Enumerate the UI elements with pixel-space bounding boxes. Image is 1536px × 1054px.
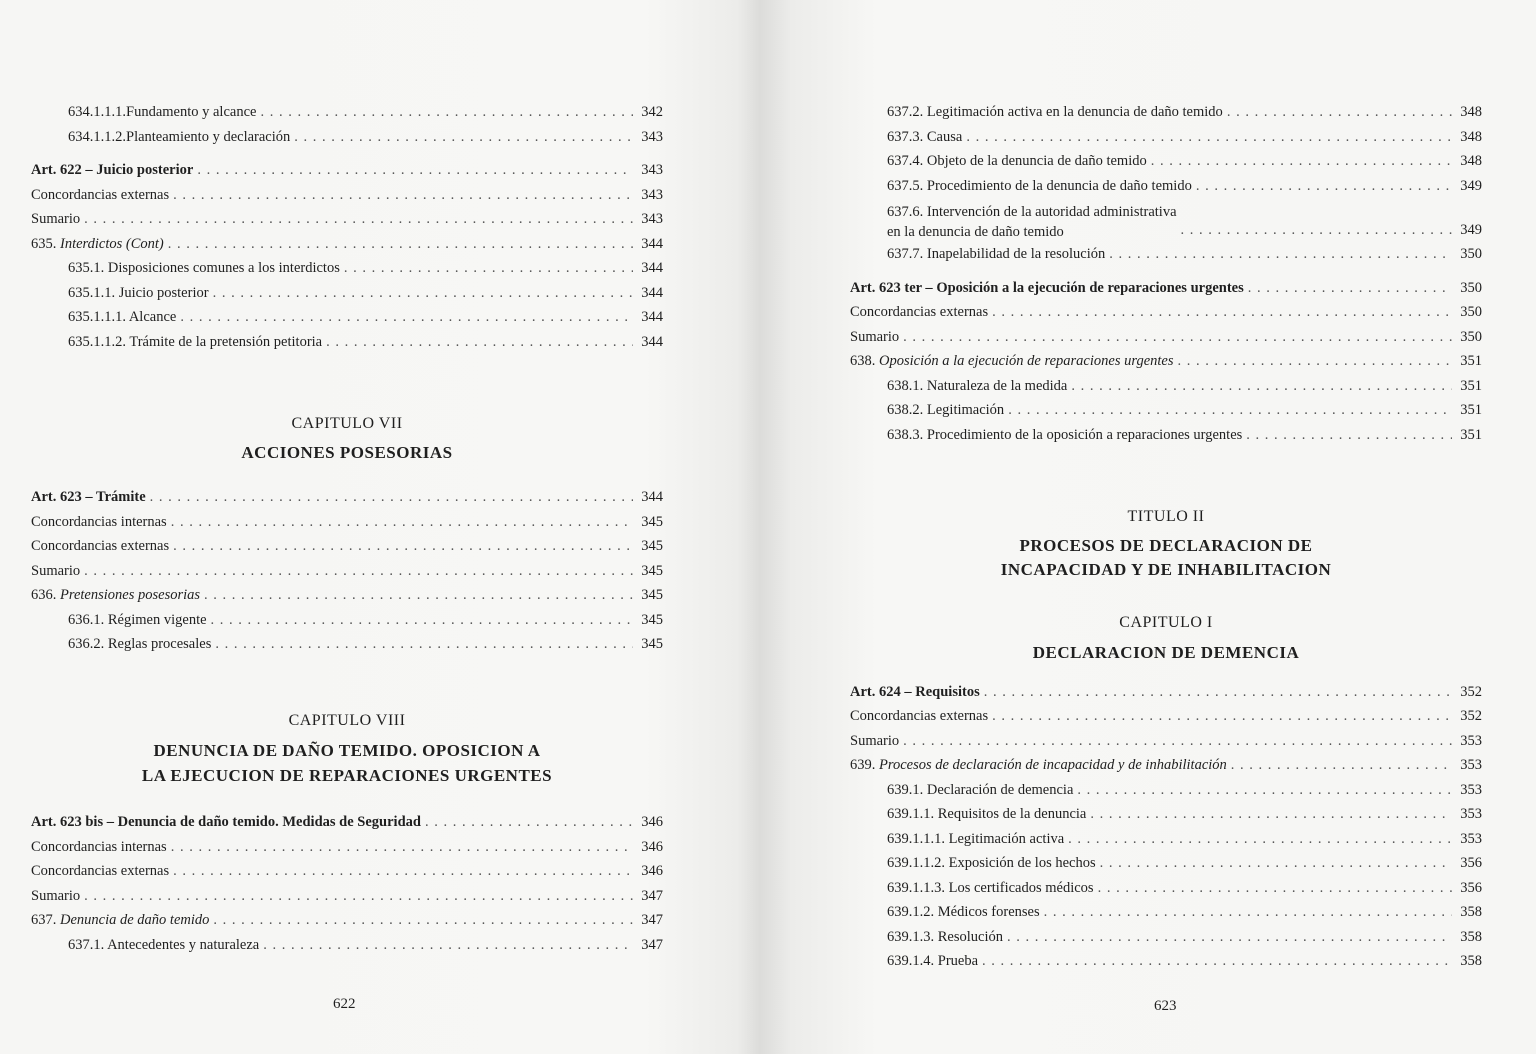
toc-entry-number: 635.1. — [68, 260, 108, 276]
toc-entry-title: Concordancias externas — [31, 538, 170, 554]
toc-entry — [31, 183, 663, 208]
page-number-left: 622 — [333, 996, 356, 1012]
dot-leader — [1100, 851, 1452, 876]
toc-entry-title: Sumario — [31, 887, 81, 904]
toc-entry-title: Concordancias internas — [31, 513, 167, 530]
toc-entry — [850, 925, 1482, 950]
toc-entry-page: 351 — [1460, 353, 1482, 369]
toc-entry-number: 637.3. — [887, 128, 927, 145]
toc-entry-page: 353 — [1460, 781, 1482, 798]
toc-entry-page: 345 — [641, 636, 663, 652]
toc-entry-number: 638.3. — [887, 426, 927, 443]
toc-entry — [850, 949, 1482, 974]
toc-entry-page: 344 — [641, 235, 663, 252]
toc-entry-number: 634.1.1.2. — [68, 128, 126, 145]
chapter-1-title: DECLARACION DE DEMENCIA — [1032, 643, 1300, 662]
chapter-7-label: CAPITULO VII — [291, 415, 403, 432]
toc-entry-title: Concordancias externas — [31, 186, 170, 203]
toc-entry — [850, 778, 1482, 803]
toc-entry — [850, 704, 1482, 729]
toc-entry-number: 639.1.1.1. — [887, 830, 949, 847]
dot-leader — [903, 729, 1452, 754]
right-block-1b — [850, 242, 1482, 267]
toc-entry-title: Concordancias externas — [850, 708, 989, 724]
toc-entry-number: 639.1.4. — [887, 953, 938, 969]
dot-leader — [1227, 100, 1452, 125]
dot-leader — [180, 305, 633, 330]
dot-leader — [173, 183, 633, 208]
dot-leader — [982, 949, 1452, 974]
toc-entry-page: 347 — [641, 887, 663, 904]
chapter-8-title-line2: LA EJECUCION DE REPARACIONES URGENTES — [141, 765, 553, 785]
toc-entry — [31, 125, 663, 150]
toc-entry-page: 344 — [641, 260, 663, 276]
toc-entry — [31, 330, 663, 355]
toc-entry-number: 635.1.1.2. — [68, 333, 130, 350]
chapter-7-title: ACCIONES POSESORIAS — [241, 442, 453, 462]
toc-entry — [850, 900, 1482, 925]
toc-entry-title: Juicio posterior — [118, 284, 209, 301]
toc-entry — [850, 125, 1482, 150]
toc-entry-page: 348 — [1460, 153, 1482, 169]
toc-entry-page: 356 — [1460, 879, 1482, 896]
toc-entry-page: 349 — [1460, 177, 1482, 194]
toc-entry-title: Causa — [926, 128, 963, 145]
toc-entry-title: Trámite — [95, 489, 146, 505]
dot-leader — [1007, 925, 1452, 950]
toc-entry-number: 639.1.1.2. — [887, 855, 949, 871]
toc-entry-title: Inapelabilidad de la resolución — [926, 246, 1106, 262]
toc-entry-number: 639.1. — [887, 781, 927, 798]
toc-entry-number: 639.1.2. — [887, 904, 938, 920]
dot-leader — [1044, 900, 1452, 925]
dot-leader — [1008, 398, 1452, 423]
dot-leader — [260, 100, 633, 125]
toc-entry-page: 344 — [641, 284, 663, 301]
toc-entry-number: 639.1.3. — [887, 928, 938, 945]
toc-entry-title: Declaración de demencia — [926, 781, 1074, 798]
toc-entry — [850, 325, 1482, 350]
toc-entry — [850, 827, 1482, 852]
toc-entry-number: 637.4. — [887, 153, 927, 169]
toc-entry-page: 358 — [1460, 953, 1482, 969]
toc-entry-title: Objeto de la denuncia de daño temido — [926, 153, 1147, 169]
toc-entry — [850, 276, 1482, 301]
dot-leader — [992, 704, 1452, 729]
toc-entry-title: Concordancias internas — [31, 838, 167, 855]
toc-entry — [850, 349, 1482, 374]
toc-entry-page: 350 — [1460, 304, 1482, 320]
dot-leader — [1109, 242, 1452, 267]
toc-entry — [31, 281, 663, 306]
toc-entry-page: 342 — [641, 104, 663, 120]
toc-entry-637-6-text2: en la denuncia de daño temido — [887, 224, 1064, 240]
toc-entry — [31, 207, 663, 232]
left-block-2 — [31, 158, 663, 354]
toc-entry-title: Procedimiento de la denuncia de daño temido — [926, 177, 1192, 194]
toc-entry — [850, 851, 1482, 876]
toc-entry-title: Prueba — [937, 953, 979, 969]
toc-entry-title: Legitimación — [926, 402, 1005, 418]
toc-entry — [31, 810, 663, 835]
toc-entry-page: 350 — [1460, 279, 1482, 296]
dot-leader — [294, 125, 633, 150]
toc-entry-number: 634.1.1.1. — [68, 104, 126, 120]
title-2-line2: INCAPACIDAD Y DE INHABILITACION — [1000, 560, 1332, 579]
toc-entry-title: Concordancias externas — [31, 863, 170, 879]
toc-entry-title: Denuncia de daño temido. Medidas de Seguridad — [117, 814, 421, 830]
toc-entry-title: Legitimación activa en la denuncia de daño temido — [926, 104, 1223, 120]
toc-entry-number: Art. 624 – — [850, 683, 916, 700]
toc-entry-page: 353 — [1460, 806, 1482, 822]
chapter-8-label: CAPITULO VIII — [288, 711, 406, 729]
toc-entry — [31, 534, 663, 559]
toc-entry — [31, 583, 663, 608]
toc-entry-page: 344 — [641, 489, 663, 505]
dot-leader — [173, 534, 633, 559]
toc-entry-page: 348 — [1460, 104, 1482, 120]
toc-entry — [850, 374, 1482, 399]
toc-entry — [850, 149, 1482, 174]
toc-entry-number: 637.7. — [887, 246, 927, 262]
right-block-3 — [850, 680, 1482, 974]
toc-entry-page: 352 — [1460, 708, 1482, 724]
toc-entry — [850, 680, 1482, 705]
toc-entry — [31, 158, 663, 183]
toc-entry-title: Concordancias externas — [850, 304, 989, 320]
toc-entry-number: 639.1.1.3. — [887, 879, 949, 896]
dot-leader — [84, 884, 633, 909]
toc-entry-title: Disposiciones comunes a los interdictos — [107, 260, 340, 276]
toc-entry-number: Art. 623 bis – — [31, 814, 118, 830]
toc-entry-title: Requisitos de la denuncia — [937, 806, 1087, 822]
toc-entry — [31, 100, 663, 125]
toc-entry-number: Art. 622 – — [31, 162, 97, 178]
toc-entry — [31, 510, 663, 535]
toc-entry-number: 635.1.1. — [68, 284, 119, 301]
toc-entry — [850, 802, 1482, 827]
toc-entry — [31, 908, 663, 933]
dot-leader — [1196, 174, 1452, 199]
dot-leader — [171, 835, 633, 860]
toc-entry — [850, 876, 1482, 901]
toc-entry-title: Régimen vigente — [107, 611, 207, 628]
toc-entry-number: 637.1. — [68, 936, 108, 953]
toc-entry-page: 343 — [641, 186, 663, 203]
toc-entry-page: 350 — [1460, 246, 1482, 262]
toc-entry-title: Trámite de la pretensión petitoria — [129, 333, 323, 350]
toc-entry-number: 638.2. — [887, 402, 927, 418]
title-2-line1: PROCESOS DE DECLARACION DE — [1019, 535, 1313, 555]
dot-leader — [984, 680, 1452, 705]
toc-entry-title: Naturaleza de la medida — [926, 377, 1068, 394]
toc-entry-number: 635. — [31, 235, 60, 252]
toc-entry-title: Oposición a la ejecución de reparaciones urgentes — [936, 279, 1244, 296]
toc-entry-page: 350 — [1460, 328, 1482, 345]
toc-entry-page: 344 — [641, 309, 663, 325]
dot-leader — [211, 608, 633, 633]
toc-entry-title: Antecedentes y naturaleza — [107, 936, 260, 953]
toc-entry-page: 345 — [641, 611, 663, 628]
toc-entry-number: 635.1.1.1. — [68, 309, 129, 325]
toc-entry-page: 358 — [1460, 928, 1482, 945]
toc-entry-number: 639. — [850, 757, 879, 773]
toc-entry-title: Oposición a la ejecución de reparaciones urgentes — [879, 353, 1174, 369]
toc-entry-page: 353 — [1460, 757, 1482, 773]
dot-leader — [1090, 802, 1452, 827]
toc-entry-title: Procesos de declaración de incapacidad y de inhabilitación — [879, 757, 1227, 773]
dot-leader — [173, 859, 633, 884]
toc-entry-number: Art. 623 – — [31, 489, 96, 505]
dot-leader — [1178, 349, 1453, 374]
toc-entry-page: 343 — [641, 211, 663, 227]
toc-entry — [31, 559, 663, 584]
toc-entry — [31, 305, 663, 330]
title-2-label: TITULO II — [1127, 508, 1205, 525]
dot-leader — [326, 330, 633, 355]
toc-entry — [31, 256, 663, 281]
page-number-right: 623 — [1154, 998, 1177, 1014]
chapter-1-label: CAPITULO I — [1119, 613, 1213, 631]
toc-entry — [850, 753, 1482, 778]
toc-entry — [31, 835, 663, 860]
dot-leader — [903, 325, 1452, 350]
dot-leader — [1071, 374, 1452, 399]
toc-entry — [850, 729, 1482, 754]
toc-entry-page: 345 — [641, 587, 663, 603]
dot-leader — [1151, 149, 1452, 174]
toc-entry-number: 637.2. — [887, 104, 927, 120]
toc-entry — [31, 485, 663, 510]
dot-leader — [213, 908, 633, 933]
toc-entry-title: Interdictos (Cont) — [60, 235, 164, 252]
dot-leader — [1068, 827, 1452, 852]
toc-entry — [31, 884, 663, 909]
dot-leader — [1248, 276, 1452, 301]
dot-leader — [84, 559, 633, 584]
toc-entry-page: 345 — [641, 538, 663, 554]
toc-entry-page: 351 — [1460, 426, 1482, 443]
toc-entry-title: Exposición de los hechos — [948, 855, 1096, 871]
toc-entry-637-6 — [850, 198, 1482, 242]
toc-entry-637-6-text1: Intervención de la autoridad administrativa — [926, 204, 1177, 220]
right-toc — [850, 100, 1482, 974]
dot-leader — [197, 158, 633, 183]
toc-entry-page: 346 — [641, 863, 663, 879]
toc-entry — [850, 174, 1482, 199]
dot-leader — [215, 632, 633, 657]
toc-entry — [850, 100, 1482, 125]
toc-entry-page: 346 — [641, 814, 663, 830]
toc-entry-title: Procedimiento de la oposición a reparaciones urgentes — [926, 426, 1243, 443]
toc-entry-page: 344 — [641, 333, 663, 350]
toc-entry-title: Alcance — [128, 309, 177, 325]
toc-entry-title: Denuncia de daño temido — [60, 912, 210, 928]
toc-entry-page: 346 — [641, 838, 663, 855]
toc-entry-number: 636.2. — [68, 636, 108, 652]
toc-entry — [31, 608, 663, 633]
toc-entry-page: 345 — [641, 562, 663, 579]
toc-entry-number: 636.1. — [68, 611, 108, 628]
left-block-1 — [31, 100, 663, 149]
toc-entry-title: Requisitos — [915, 683, 980, 700]
chapter-8-title-line1: DENUNCIA DE DAÑO TEMIDO. OPOSICION A — [153, 741, 541, 760]
dot-leader — [1231, 753, 1452, 778]
toc-entry-title: Los certificados médicos — [948, 879, 1094, 896]
toc-entry-title: Reglas procesales — [107, 636, 212, 652]
toc-entry — [850, 423, 1482, 448]
toc-entry-number: 639.1.1. — [887, 806, 938, 822]
toc-entry-number: 638. — [850, 353, 879, 369]
right-block-1 — [850, 100, 1482, 198]
toc-entry — [31, 632, 663, 657]
toc-entry — [850, 398, 1482, 423]
toc-entry-title: Legitimación activa — [948, 830, 1065, 847]
dot-leader — [150, 485, 633, 510]
toc-entry-page: 358 — [1460, 904, 1482, 920]
toc-entry — [31, 859, 663, 884]
dot-leader — [204, 583, 633, 608]
toc-entry-page: 351 — [1460, 402, 1482, 418]
dot-leader — [171, 510, 633, 535]
dot-leader — [263, 933, 633, 958]
toc-entry-title: Sumario — [850, 732, 900, 749]
dot-leader — [992, 300, 1452, 325]
toc-entry-title: Médicos forenses — [937, 904, 1040, 920]
toc-entry-page: 347 — [641, 912, 663, 928]
toc-entry-title: Resolución — [937, 928, 1003, 945]
toc-entry-title: Pretensiones posesorias — [60, 587, 201, 603]
dot-leader — [1077, 778, 1452, 803]
toc-entry-title: Sumario — [850, 328, 900, 345]
dot-leader — [344, 256, 633, 281]
toc-entry-number: 636. — [31, 587, 60, 603]
toc-entry-number: 637.5. — [887, 177, 927, 194]
toc-entry — [850, 300, 1482, 325]
toc-entry-page: 351 — [1460, 377, 1482, 394]
dot-leader — [966, 125, 1452, 150]
toc-entry — [31, 933, 663, 958]
toc-entry-page: 343 — [641, 162, 663, 178]
toc-entry-page: 345 — [641, 513, 663, 530]
dot-leader — [1098, 876, 1452, 901]
toc-entry-page: 353 — [1460, 732, 1482, 749]
right-block-2 — [850, 276, 1482, 448]
toc-entry-title: Sumario — [31, 562, 81, 579]
toc-entry-number: 638.1. — [887, 377, 927, 394]
dot-leader — [84, 207, 633, 232]
toc-entry-title: Sumario — [31, 211, 81, 227]
toc-entry-title: Fundamento y alcance — [126, 104, 257, 120]
toc-entry — [850, 242, 1482, 267]
dot-leader — [213, 281, 633, 306]
dot-leader — [1246, 423, 1452, 448]
left-block-3 — [31, 485, 663, 657]
toc-entry-number: 637. — [31, 912, 60, 928]
toc-entry-number: Art. 623 ter – — [850, 279, 937, 296]
left-toc — [31, 100, 663, 957]
toc-entry-637-6-page: 349 — [1460, 221, 1482, 238]
toc-entry-page: 348 — [1460, 128, 1482, 145]
dot-leader — [425, 810, 633, 835]
toc-entry-title: Juicio posterior — [96, 162, 194, 178]
dot-leader — [168, 232, 633, 257]
toc-entry-page: 352 — [1460, 683, 1482, 700]
toc-entry-page: 343 — [641, 128, 663, 145]
toc-entry-page: 356 — [1460, 855, 1482, 871]
toc-entry-637-6-num: 637.6. — [887, 204, 927, 220]
toc-entry-page: 347 — [641, 936, 663, 953]
toc-entry — [31, 232, 663, 257]
toc-entry-page: 353 — [1460, 830, 1482, 847]
left-page — [0, 0, 760, 1054]
toc-entry-title: Planteamiento y declaración — [126, 128, 291, 145]
left-block-4 — [31, 810, 663, 957]
